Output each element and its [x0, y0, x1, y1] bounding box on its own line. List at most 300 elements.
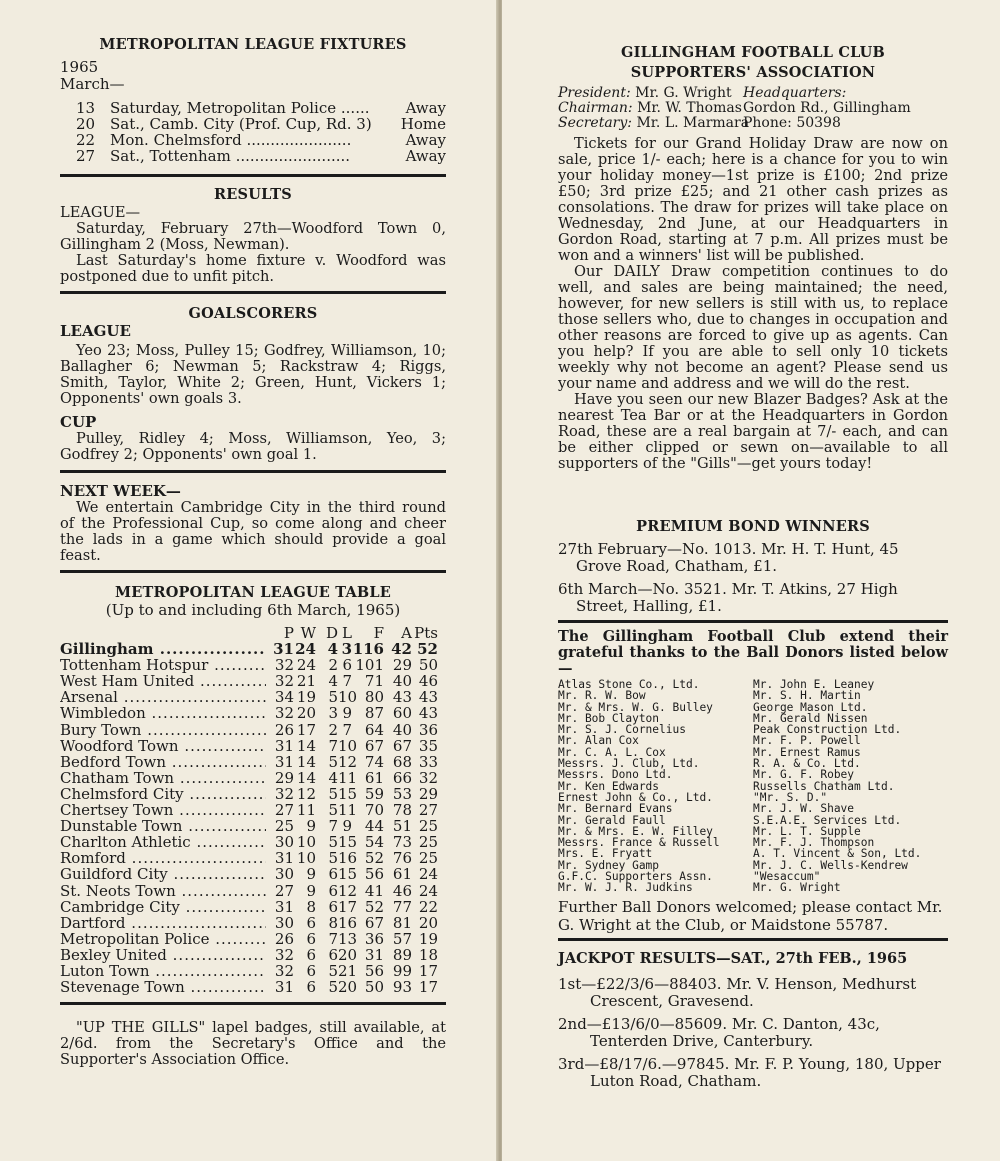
cell-d: 4 [328, 672, 338, 691]
league-table-header [60, 625, 446, 641]
donor-name: Mr. Sydney Gamp [558, 858, 660, 872]
cell-p: 30 [274, 833, 294, 852]
header-p: P [283, 624, 294, 642]
premium-section [558, 518, 948, 615]
header-d: D [325, 624, 338, 642]
goalscorers-title: GOALSCORERS [188, 305, 318, 322]
cell-pts: 18 [418, 945, 438, 964]
cell-f: 56 [364, 961, 384, 980]
cell-pts: 25 [418, 833, 438, 852]
cell-d: 3 [328, 704, 338, 723]
donor-name: Mr. G. F. Robey [753, 768, 855, 782]
donor-name: Mr. J. C. Wells-Kendrew [753, 858, 908, 872]
cell-p: 27 [274, 801, 294, 820]
cell-pts: 24 [418, 865, 438, 884]
cell-a: 40 [392, 720, 412, 739]
cell-f: 54 [364, 833, 384, 852]
goalscorers-cup-text: Pulley, Ridley 4; Moss, Williamson, Yeo, 3; Godfrey 2; Opponents' own goal 1. [60, 430, 446, 463]
team-name: Chertsey Town ..... [60, 802, 266, 818]
cell-l: 20 [338, 945, 358, 964]
cell-f: 56 [364, 865, 384, 884]
officer [558, 86, 743, 101]
table-row [60, 770, 446, 786]
results-league-label: LEAGUE— [60, 204, 141, 221]
officer-row [558, 101, 948, 116]
cell-w: 6 [306, 961, 316, 980]
league-table-section [60, 584, 446, 995]
cell-l: 11 [338, 801, 358, 820]
donor-name: Mr. G. Wright [753, 881, 841, 894]
officer-info [743, 116, 948, 131]
cell-d: 5 [328, 849, 338, 868]
fixture-venue: Home [400, 115, 446, 133]
next-week-text: We entertain Cambridge City in the third round of the Professional Cup, so come along and cheer the lads in a game which should provide a goal feast. [60, 499, 446, 564]
cell-f: 71 [364, 672, 384, 691]
donors-column-left [558, 679, 753, 894]
donor-name: Mr. Alan Cox [558, 734, 639, 748]
team-name: Chelmsford City ..... [60, 786, 266, 802]
cell-d: 5 [328, 978, 338, 997]
donor-name: Mrs. E. Fryatt [558, 847, 653, 861]
team-name: Tottenham Hotspur ..... [60, 657, 266, 673]
cell-f: 80 [364, 688, 384, 707]
officer-name: Mr. W. Thomas [637, 100, 742, 116]
results-title: RESULTS [214, 186, 292, 203]
cell-d: 7 [328, 929, 338, 948]
donor-name: Mr. Gerald Nissen [753, 711, 868, 725]
cell-pts: 19 [418, 929, 438, 948]
table-row [60, 786, 446, 802]
officer-role: Secretary: [558, 115, 637, 131]
donor-name: Mr. F. P. Powell [753, 734, 861, 748]
supporters-header [558, 44, 948, 131]
cell-w: 17 [296, 720, 316, 739]
cell-d: 4 [327, 640, 338, 659]
divider [60, 570, 446, 573]
premium-winner-2: 6th March—No. 3521. Mr. T. Atkins, 27 High Street, Halling, £1. [558, 580, 898, 615]
cell-f: 116 [352, 640, 384, 659]
premium-title: PREMIUM BOND WINNERS [636, 518, 870, 535]
cell-l: 3 [341, 640, 352, 659]
team-name: Woodford Town ..... [60, 738, 266, 754]
cell-f: 70 [364, 801, 384, 820]
header-w: W [300, 624, 316, 642]
cell-pts: 17 [418, 961, 438, 980]
cell-p: 32 [274, 656, 294, 675]
header-pts: Pts [414, 624, 438, 642]
goalscorers-league-text: Yeo 23; Moss, Pulley 15; Godfrey, Williamson, 10; Ballagher 6; Newman 5; Rackstraw 4; Riggs, Smith, Taylor, White 2; Green, Hunt, Vickers 1; Opponents' own goals 3. [60, 342, 446, 407]
jackpot-section [558, 950, 948, 1090]
donor-name: Mr. Bernard Evans [558, 802, 673, 816]
cell-d: 5 [328, 688, 338, 707]
cell-pts: 27 [418, 801, 438, 820]
officer [558, 115, 750, 131]
fixtures-title: METROPOLITAN LEAGUE FIXTURES [99, 36, 407, 53]
cell-w: 19 [296, 688, 316, 707]
cell-l: 6 [342, 656, 352, 675]
cell-l: 12 [338, 752, 358, 771]
officer [558, 101, 743, 116]
cell-w: 6 [306, 929, 316, 948]
cell-w: 8 [306, 897, 316, 916]
donor-name: A. T. Vincent & Son, Ltd. [753, 847, 922, 861]
cell-pts: 17 [418, 978, 438, 997]
draw-paragraph: Tickets for our Grand Holiday Draw are now on sale, price 1/- each; here is a chance for you to win your holiday money—1st prize is £100; 2nd prize £50; 3rd prize £25; and 21 other cash prizes as consolations. The draw for prizes will take place on Wednesday, 2nd June, at our Headquarters in Gordon Road, starting at 7 p.m. All prizes must be won and a winners' list will be published. [558, 135, 948, 264]
cell-pts: 32 [418, 768, 438, 787]
league-table-subtitle: (Up to and including 6th March, 1965) [105, 601, 401, 619]
left-page [0, 0, 498, 1161]
cell-a: 57 [392, 929, 412, 948]
cell-l: 7 [342, 672, 352, 691]
info-text: Phone: 50398 [743, 115, 841, 131]
cell-a: 81 [392, 913, 412, 932]
cell-p: 31 [274, 978, 294, 997]
results-para-2: Last Saturday's home fixture v. Woodford was postponed due to unfit pitch. [60, 252, 446, 285]
cell-p: 31 [273, 640, 294, 659]
donor-name: George Mason Ltd. [753, 700, 868, 714]
cell-w: 14 [296, 752, 316, 771]
cell-l: 9 [342, 817, 352, 836]
donor-name: Peak Construction Ltd. [753, 723, 902, 737]
donor-name: Mr. S. H. Martin [753, 689, 861, 703]
table-row [60, 689, 446, 705]
cell-d: 6 [328, 945, 338, 964]
divider [60, 1002, 446, 1005]
donors-column-right [753, 679, 948, 894]
cell-l: 17 [338, 897, 358, 916]
fixtures-section [60, 36, 446, 164]
divider [60, 470, 446, 473]
cell-a: 43 [392, 688, 412, 707]
cell-p: 30 [274, 913, 294, 932]
fixture-event: Mon. Chelmsford ...................... [110, 132, 352, 148]
cell-w: 9 [306, 865, 316, 884]
fixture-row [60, 116, 446, 132]
table-row [60, 818, 446, 834]
cell-pts: 43 [418, 688, 438, 707]
table-row [60, 673, 446, 689]
team-name: Chatham Town ..... [60, 770, 266, 786]
fixture-date: 22 [76, 131, 96, 149]
cell-a: 67 [392, 736, 412, 755]
cell-f: 50 [364, 978, 384, 997]
table-row [60, 738, 446, 754]
cell-l: 16 [338, 849, 358, 868]
cell-d: 4 [328, 768, 338, 787]
daily-draw-paragraph: Our DAILY Draw competition continues to do well, and sales are being maintained; the need, however, for new sellers is still with us, to replace those sellers who, due to changes in occupation and other reasons are forced to give up as agents. Can you help? If you are able to sell only 10 tickets weekly why not become an agent? Please send us your name and address and we will do the rest. [558, 263, 948, 392]
cell-p: 30 [274, 865, 294, 884]
officer-row [558, 86, 948, 101]
association-title: SUPPORTERS' ASSOCIATION [630, 64, 876, 81]
fixtures-list [60, 100, 446, 164]
table-row [60, 722, 446, 738]
header-a: A [401, 624, 412, 642]
cell-l: 15 [338, 865, 358, 884]
cell-d: 5 [328, 961, 338, 980]
cell-f: 67 [364, 913, 384, 932]
ball-donors-section [558, 629, 948, 934]
cell-f: 41 [364, 881, 384, 900]
fixture-date: 13 [76, 99, 96, 117]
cell-w: 10 [296, 833, 316, 852]
cell-w: 14 [296, 768, 316, 787]
cell-f: 59 [364, 784, 384, 803]
cell-a: 73 [392, 833, 412, 852]
cell-a: 53 [392, 784, 412, 803]
club-title: GILLINGHAM FOOTBALL CLUB [621, 44, 885, 61]
team-name: Dartford ..... [60, 915, 266, 931]
cell-l: 10 [338, 736, 358, 755]
team-name: West Ham United ..... [60, 673, 266, 689]
donor-name: Mr. S. J. Cornelius [558, 723, 686, 737]
cell-f: 36 [364, 929, 384, 948]
officer-info [743, 86, 948, 101]
donor-name: Mr. Bob Clayton [558, 711, 660, 725]
cell-l: 15 [338, 784, 358, 803]
team-name: Gillingham ..... [60, 641, 266, 657]
fixture-row [60, 100, 446, 116]
cell-a: 42 [391, 640, 412, 659]
cell-pts: 50 [418, 656, 438, 675]
officer-row [558, 116, 948, 131]
cell-w: 10 [296, 849, 316, 868]
cell-p: 26 [274, 929, 294, 948]
cell-l: 10 [338, 688, 358, 707]
donor-name: Mr. R. W. Bow [558, 689, 646, 703]
cell-d: 2 [328, 720, 338, 739]
fixture-row [60, 148, 446, 164]
donors-columns [558, 679, 948, 894]
team-name: Charlton Athletic ..... [60, 834, 266, 850]
fixture-event: Saturday, Metropolitan Police ...... [110, 100, 370, 116]
divider [60, 174, 446, 177]
cell-f: 61 [364, 768, 384, 787]
fixture-date: 20 [76, 115, 96, 133]
badges-text: "UP THE GILLS" lapel badges, still available, at 2/6d. from the Secretary's Office and the Supporter's Association Office. [60, 1019, 446, 1068]
donors-footer: Further Ball Donors welcomed; please contact Mr. G. Wright at the Club, or Maidstone 55787. [558, 897, 943, 934]
donor-name: Ernest John & Co., Ltd. [558, 790, 713, 804]
donor-name: Messrs. France & Russell [558, 836, 720, 850]
team-name: Guildford City ..... [60, 866, 266, 882]
cell-a: 99 [392, 961, 412, 980]
results-section [60, 186, 446, 285]
cell-p: 32 [274, 961, 294, 980]
table-row [60, 866, 446, 882]
donor-name: S.E.A.E. Services Ltd. [753, 813, 902, 827]
next-week-section [60, 482, 446, 564]
donor-name: Mr. L. T. Supple [753, 824, 861, 838]
cell-w: 9 [306, 817, 316, 836]
cell-pts: 29 [418, 784, 438, 803]
cell-d: 5 [328, 833, 338, 852]
cell-d: 2 [328, 656, 338, 675]
cell-p: 25 [274, 817, 294, 836]
cell-p: 34 [274, 688, 294, 707]
team-name: Arsenal ..... [60, 689, 266, 705]
cell-pts: 20 [418, 913, 438, 932]
cell-f: 31 [364, 945, 384, 964]
header-f: F [373, 624, 384, 642]
cell-p: 31 [274, 897, 294, 916]
divider [60, 291, 446, 294]
cell-p: 31 [274, 752, 294, 771]
cell-a: 61 [392, 865, 412, 884]
cell-w: 6 [306, 913, 316, 932]
cell-pts: 24 [418, 881, 438, 900]
officer-name: Mr. L. Marmara [636, 115, 750, 131]
right-page [502, 0, 1000, 1161]
cell-w: 14 [296, 736, 316, 755]
cell-f: 44 [364, 817, 384, 836]
cell-w: 21 [296, 672, 316, 691]
team-name: Bedford Town ..... [60, 754, 266, 770]
cell-a: 89 [392, 945, 412, 964]
cell-w: 24 [295, 640, 316, 659]
cell-p: 27 [274, 881, 294, 900]
cell-l: 9 [342, 704, 352, 723]
cell-l: 7 [342, 720, 352, 739]
cell-pts: 52 [417, 640, 438, 659]
cell-l: 20 [338, 978, 358, 997]
team-name: Romford ..... [60, 850, 266, 866]
cell-a: 93 [392, 978, 412, 997]
jackpot-result-3: 3rd—£8/17/6.—97845. Mr. F. P. Young, 180, Upper Luton Road, Chatham. [558, 1055, 941, 1090]
jackpot-result-1: 1st—£22/3/6—88403. Mr. V. Henson, Medhurst Crescent, Gravesend. [558, 975, 917, 1010]
cell-a: 78 [392, 801, 412, 820]
cell-a: 60 [392, 704, 412, 723]
cell-a: 76 [392, 849, 412, 868]
badges-section [60, 1020, 446, 1068]
table-row [60, 754, 446, 770]
officers-list [558, 86, 948, 131]
team-name: Stevenage Town ..... [60, 979, 266, 995]
donor-name: Messrs. J. Club, Ltd. [558, 757, 700, 771]
next-week-title: NEXT WEEK— [60, 482, 181, 500]
cell-f: 74 [364, 752, 384, 771]
cell-l: 16 [338, 913, 358, 932]
donor-name: Mr. & Mrs. W. G. Bulley [558, 700, 713, 714]
officer-name: Mr. G. Wright [635, 85, 732, 101]
cell-pts: 35 [418, 736, 438, 755]
cell-d: 6 [328, 881, 338, 900]
team-name: Bury Town ..... [60, 722, 266, 738]
cell-a: 51 [392, 817, 412, 836]
info-text: Gordon Rd., Gillingham [743, 100, 911, 116]
cell-p: 32 [274, 672, 294, 691]
donor-name: Messrs. Dono Ltd. [558, 768, 673, 782]
cell-d: 6 [328, 897, 338, 916]
donor-name: Mr. F. J. Thompson [753, 836, 875, 850]
jackpot-result-2: 2nd—£13/6/0—85609. Mr. C. Danton, 43c, Tenterden Drive, Canterbury. [558, 1015, 880, 1050]
table-row [60, 657, 446, 673]
cell-pts: 46 [418, 672, 438, 691]
table-row [60, 883, 446, 899]
cell-a: 66 [392, 768, 412, 787]
cell-w: 24 [296, 656, 316, 675]
cell-p: 31 [274, 736, 294, 755]
donor-name: "Wesaccum" [753, 870, 821, 884]
cell-w: 20 [296, 704, 316, 723]
donors-title: The Gillingham Football Club extend their grateful thanks to the Ball Donors listed below— [558, 628, 948, 677]
donor-name: Mr. Gerald Faull [558, 813, 666, 827]
blazer-paragraph: Have you seen our new Blazer Badges? Ask at the nearest Tea Bar or at the Headquarters in Gordon Road, these are a real bargain at 7/- each, and can be either clipped or sewn on—available to all supporters of the "Gills"—get yours today! [558, 391, 948, 472]
cell-d: 6 [328, 865, 338, 884]
cell-p: 31 [274, 849, 294, 868]
cell-w: 11 [296, 801, 316, 820]
cell-f: 87 [364, 704, 384, 723]
donor-name: Atlas Stone Co., Ltd. [558, 679, 700, 691]
cell-a: 40 [392, 672, 412, 691]
divider [558, 938, 948, 941]
goalscorers-league-label: LEAGUE [60, 322, 131, 340]
cell-f: 101 [355, 656, 384, 675]
cell-a: 46 [392, 881, 412, 900]
cell-l: 11 [338, 768, 358, 787]
cell-f: 52 [364, 849, 384, 868]
donor-name: Mr. & Mrs. E. W. Filley [558, 824, 713, 838]
cell-f: 64 [364, 720, 384, 739]
donor-name: Mr. Ernest Ramus [753, 745, 861, 759]
draw-section [558, 136, 948, 472]
table-row [60, 979, 446, 995]
donor-name: Mr. Ken Edwards [558, 779, 660, 793]
cell-pts: 43 [418, 704, 438, 723]
donor-name: R. A. & Co. Ltd. [753, 757, 861, 771]
donor-name: Mr. J. W. Shave [753, 802, 855, 816]
cell-w: 12 [296, 784, 316, 803]
donor-name: Mr. John E. Leaney [753, 679, 875, 691]
cell-l: 13 [338, 929, 358, 948]
table-row [60, 850, 446, 866]
cell-p: 32 [274, 704, 294, 723]
cell-pts: 25 [418, 817, 438, 836]
team-name: Dunstable Town ..... [60, 818, 266, 834]
cell-d: 7 [328, 817, 338, 836]
fixture-row [60, 132, 446, 148]
table-row [60, 915, 446, 931]
jackpot-title: JACKPOT RESULTS—SAT., 27th FEB., 1965 [558, 950, 908, 967]
donor-name: G.F.C. Supporters Assn. [558, 870, 713, 884]
info-label: Headquarters: [743, 85, 847, 101]
cell-l: 12 [338, 881, 358, 900]
cell-d: 5 [328, 801, 338, 820]
cell-w: 6 [306, 978, 316, 997]
header-l: L [342, 624, 352, 642]
cell-w: 6 [306, 945, 316, 964]
donor-name: "Mr. S. D." [753, 790, 828, 804]
fixture-date: 27 [76, 147, 96, 165]
officer-role: President: [558, 85, 636, 101]
fixture-venue: Away [405, 99, 446, 117]
goalscorers-cup-label: CUP [60, 413, 97, 431]
cell-w: 9 [306, 881, 316, 900]
results-para-1: Saturday, February 27th—Woodford Town 0, Gillingham 2 (Moss, Newman). [60, 220, 446, 253]
fixture-event: Sat., Tottenham ........................ [110, 148, 351, 164]
goalscorers-section [60, 305, 446, 463]
cell-l: 21 [338, 961, 358, 980]
fixtures-year: 1965 [60, 58, 99, 76]
donor-name: Russells Chatham Ltd. [753, 779, 895, 793]
cell-d: 8 [328, 913, 338, 932]
team-name: Metropolitan Police ..... [60, 931, 266, 947]
cell-p: 32 [274, 945, 294, 964]
donor-name: Mr. W. J. R. Judkins [558, 881, 693, 894]
premium-winner-1: 27th February—No. 1013. Mr. H. T. Hunt, 45 Grove Road, Chatham, £1. [558, 540, 899, 575]
officer-info [743, 101, 948, 116]
cell-l: 15 [338, 833, 358, 852]
team-name: Cambridge City ..... [60, 899, 266, 915]
league-table-body [60, 641, 446, 995]
